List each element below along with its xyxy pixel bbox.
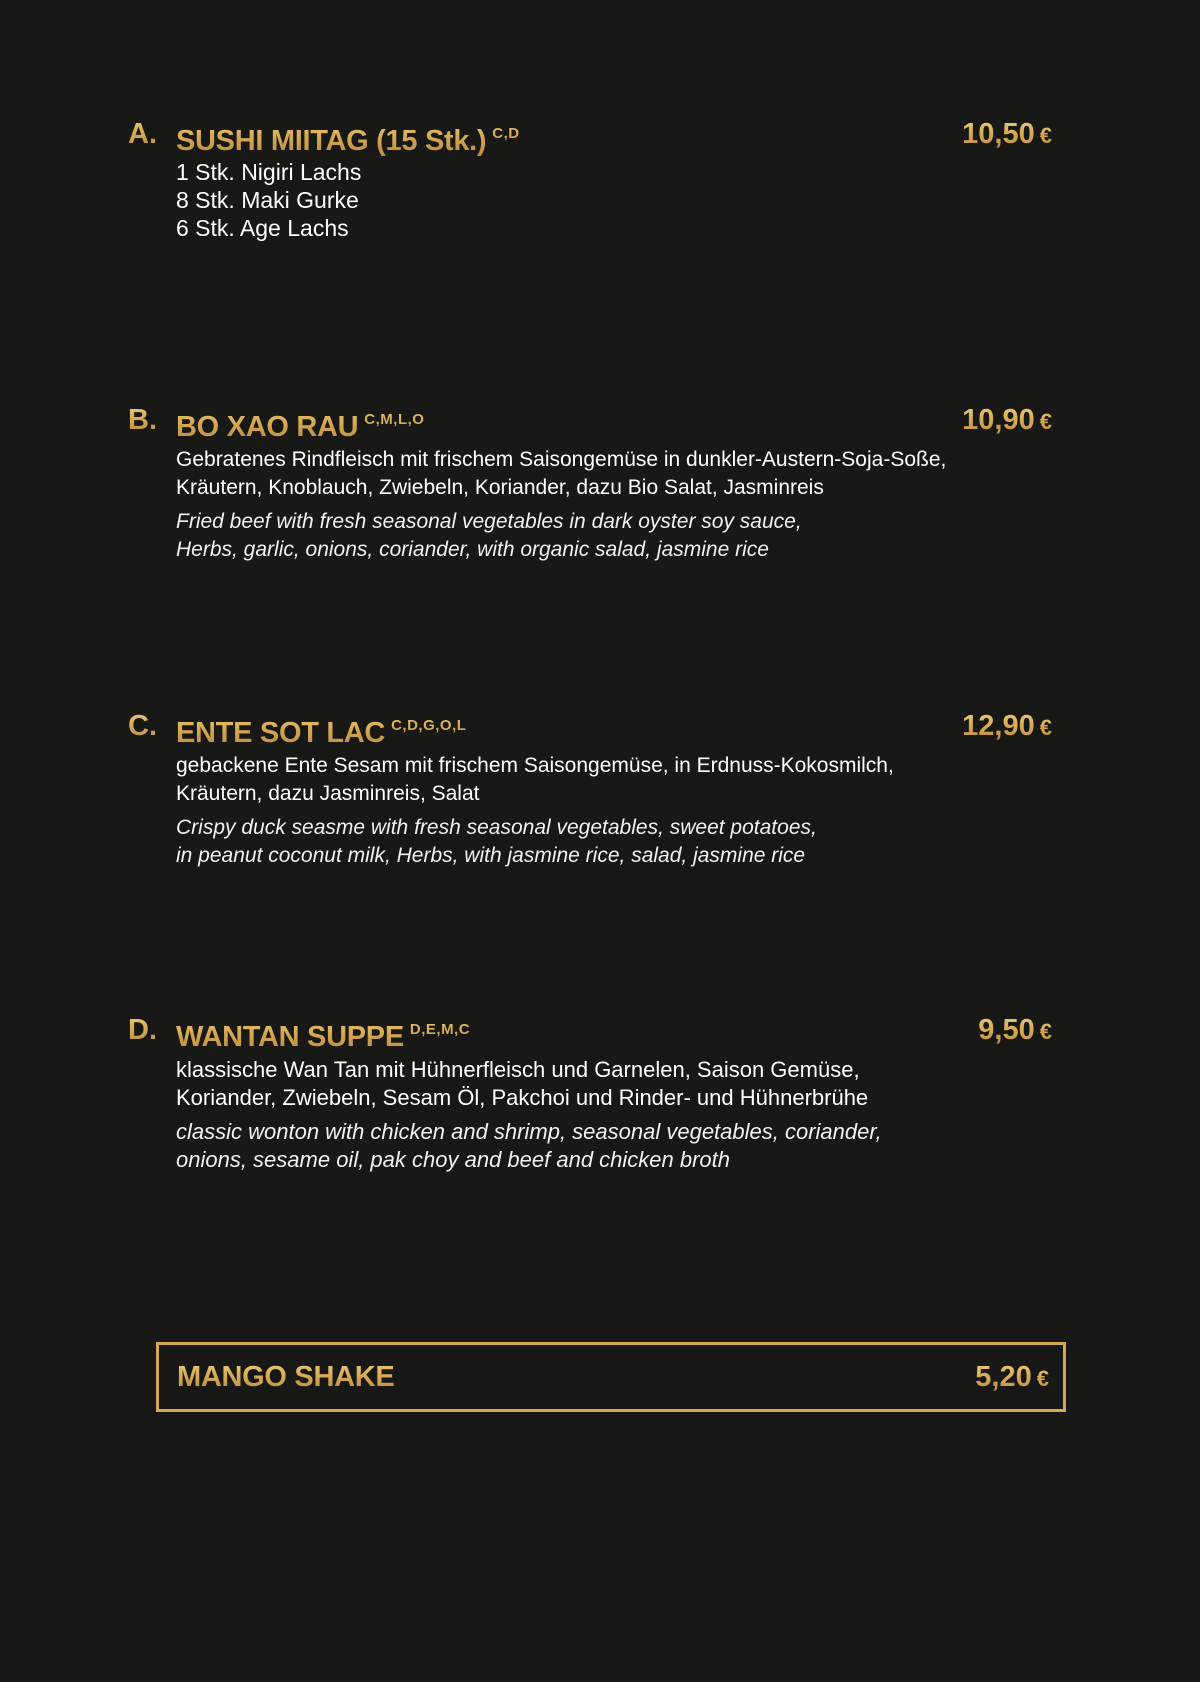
item-description bbox=[176, 752, 1006, 870]
currency-symbol: € bbox=[1039, 715, 1052, 740]
description-line-en: Fried beef with fresh seasonal vegetables in dark oyster soy sauce, bbox=[176, 510, 802, 533]
item-description bbox=[176, 1056, 1006, 1174]
description-line-de: Gebratenes Rindfleisch mit frischem Saisongemüse in dunkler-Austern-Soja-Soße, bbox=[176, 448, 947, 471]
item-description bbox=[176, 446, 1006, 564]
item-price bbox=[962, 116, 1052, 154]
description-line-de: Kräutern, Knoblauch, Zwiebeln, Koriander, dazu Bio Salat, Jasminreis bbox=[176, 476, 824, 499]
drink-name: MANGO SHAKE bbox=[177, 1361, 395, 1393]
drink-price bbox=[975, 1359, 1049, 1397]
description-line-de: 8 Stk. Maki Gurke bbox=[176, 187, 359, 213]
description-line-de: gebackene Ente Sesam mit frischem Saisongemüse, in Erdnuss-Kokosmilch, bbox=[176, 754, 894, 777]
currency-symbol: € bbox=[1036, 1366, 1049, 1391]
drink-highlight-box bbox=[156, 1342, 1066, 1412]
description-line-en: onions, sesame oil, pak choy and beef and chicken broth bbox=[176, 1147, 731, 1172]
allergen-codes: D,E,M,C bbox=[409, 1021, 471, 1038]
currency-symbol: € bbox=[1039, 409, 1052, 434]
item-description bbox=[176, 158, 1006, 242]
description-line-de: Kräutern, dazu Jasminreis, Salat bbox=[176, 782, 480, 805]
item-price bbox=[962, 708, 1052, 746]
description-line-en: Crispy duck seasme with fresh seasonal vegetables, sweet potatoes, bbox=[176, 816, 817, 839]
price-value: 9,50 bbox=[978, 1014, 1035, 1046]
item-letter: A. bbox=[128, 118, 157, 150]
item-title bbox=[176, 116, 520, 159]
price-value: 12,90 bbox=[962, 710, 1035, 742]
price-value: 10,90 bbox=[962, 404, 1035, 436]
item-letter: C. bbox=[128, 710, 157, 742]
description-line-de: Koriander, Zwiebeln, Sesam Öl, Pakchoi und Rinder- und Hühnerbrühe bbox=[176, 1085, 869, 1110]
item-price bbox=[978, 1012, 1052, 1050]
price-value: 5,20 bbox=[975, 1361, 1032, 1393]
allergen-codes: C,M,L,O bbox=[364, 411, 425, 428]
item-title bbox=[176, 402, 424, 445]
item-name: SUSHI MIITAG (15 Stk.) bbox=[176, 125, 487, 157]
description-line-en: in peanut coconut milk, Herbs, with jasmine rice, salad, jasmine rice bbox=[176, 844, 806, 867]
currency-symbol: € bbox=[1039, 123, 1052, 148]
currency-symbol: € bbox=[1039, 1019, 1052, 1044]
item-letter: D. bbox=[128, 1014, 157, 1046]
allergen-codes: C,D bbox=[492, 125, 520, 142]
item-name: ENTE SOT LAC bbox=[176, 717, 386, 749]
item-letter: B. bbox=[128, 404, 157, 436]
item-title bbox=[176, 1012, 470, 1055]
description-line-en: Herbs, garlic, onions, coriander, with organic salad, jasmine rice bbox=[176, 538, 769, 561]
item-name: BO XAO RAU bbox=[176, 411, 359, 443]
description-line-de: 6 Stk. Age Lachs bbox=[176, 215, 349, 241]
description-line-de: klassische Wan Tan mit Hühnerfleisch und Garnelen, Saison Gemüse, bbox=[176, 1057, 860, 1082]
description-line-de: 1 Stk. Nigiri Lachs bbox=[176, 159, 362, 185]
item-price bbox=[962, 402, 1052, 440]
price-value: 10,50 bbox=[962, 118, 1035, 150]
item-name: WANTAN SUPPE bbox=[176, 1021, 404, 1053]
item-title bbox=[176, 708, 466, 751]
allergen-codes: C,D,G,O,L bbox=[391, 717, 467, 734]
description-line-en: classic wonton with chicken and shrimp, seasonal vegetables, coriander, bbox=[176, 1119, 882, 1144]
